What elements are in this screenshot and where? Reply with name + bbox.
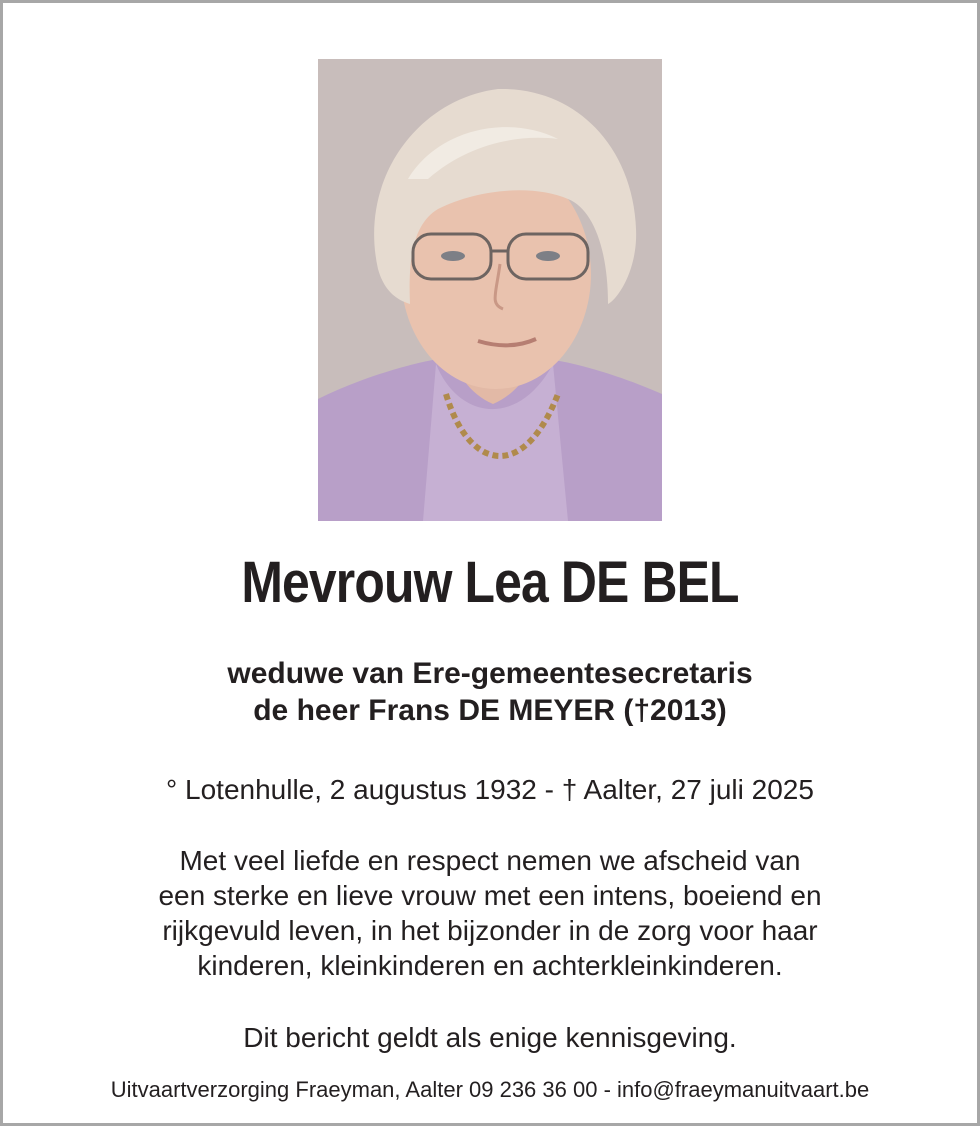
portrait-photo bbox=[318, 59, 662, 521]
farewell-message-line-4: kinderen, kleinkinderen en achterkleinkinderen. bbox=[197, 950, 783, 981]
farewell-message-line-2: een sterke en lieve vrouw met een intens, boeiend en bbox=[158, 880, 822, 911]
birth-death-dates: ° Lotenhulle, 2 augustus 1932 - † Aalter, 27 juli 2025 bbox=[166, 774, 814, 805]
funeral-home-contact: Uitvaartverzorging Fraeyman, Aalter 09 236 36 00 - info@fraeymanuitvaart.be bbox=[110, 1077, 870, 1102]
notice-statement: Dit bericht geldt als enige kennisgeving. bbox=[243, 1022, 737, 1053]
farewell-message-line-1: Met veel liefde en respect nemen we afscheid van bbox=[179, 845, 801, 876]
spouse-info bbox=[0, 655, 980, 729]
farewell-message-line-3: rijkgevuld leven, in het bijzonder in de zorg voor haar bbox=[162, 915, 818, 946]
spouse-info-line-1: weduwe van Ere-gemeentesecretaris bbox=[227, 657, 753, 690]
spouse-info-line-2: de heer Frans DE MEYER (†2013) bbox=[253, 694, 727, 727]
deceased-name: Mevrouw Lea DE BEL bbox=[241, 550, 739, 615]
farewell-message bbox=[0, 843, 980, 983]
